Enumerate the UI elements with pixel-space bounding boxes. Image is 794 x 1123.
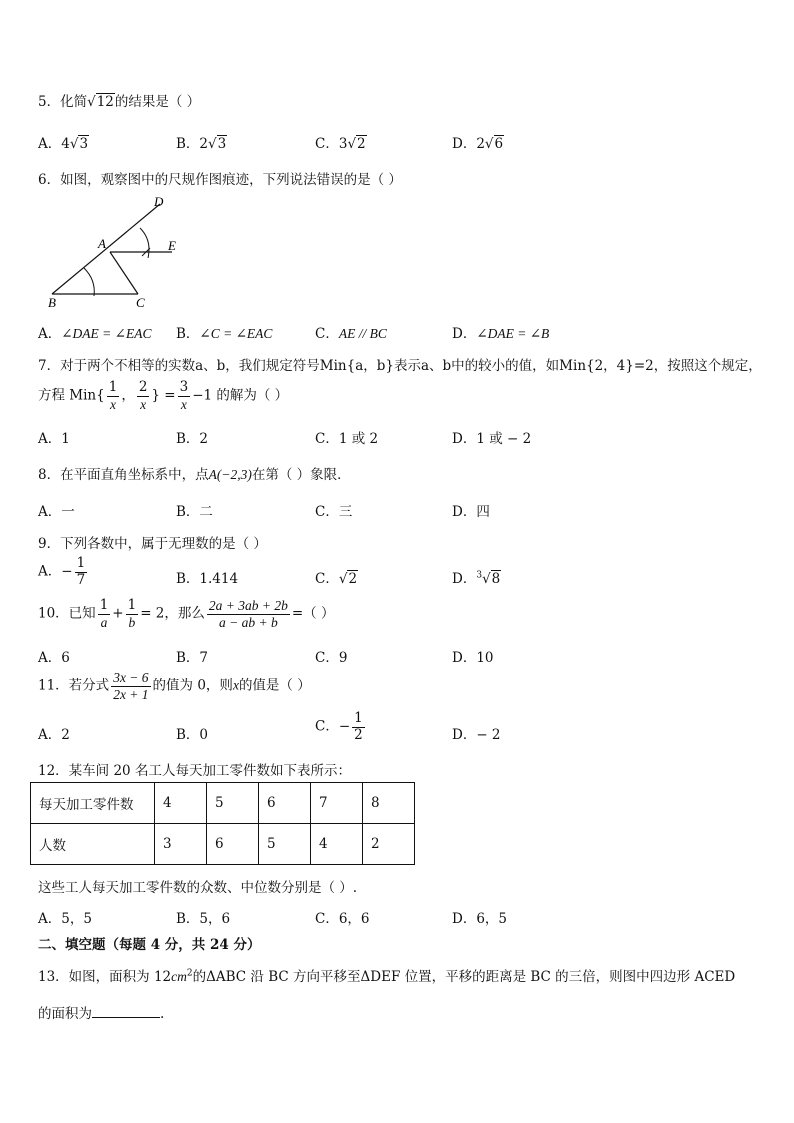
answer-blank[interactable] (92, 1005, 160, 1018)
label-d: D (154, 194, 164, 209)
arc-at-b (84, 268, 94, 296)
option-c: C．1 或 2 (315, 431, 379, 447)
question-6: 6．如图，观察图中的尺规作图痕迹，下列说法错误的是（ ） (38, 172, 402, 188)
sqrt-expression: √12 (87, 94, 114, 110)
table-cell: 3 (155, 824, 207, 865)
table-cell: 5 (259, 824, 311, 865)
fraction: $\frac{2}{x}$ (138, 379, 148, 412)
question-13-line-1: 13．如图，面积为 $12cm^2$的ΔABC 沿 BC 方向平移至ΔDEF 位置，平移的距离是 BC 的三倍，则图中四边形 ACED (38, 968, 736, 985)
option-c: C．√2 (315, 571, 358, 587)
option-b: B．2 (176, 431, 209, 447)
option-d: D．$^3$√8 (452, 570, 501, 587)
question-12-ask: 这些工人每天加工零件数的众数、中位数分别是（ ）. (38, 880, 358, 896)
question-7-line-1: 7．对于两个不相等的实数a、b，我们规定符号Min{a，b}表示a、b中的较小的值，如Min{2，4}=2，按照这个规定， (38, 358, 762, 374)
label-c: C (136, 295, 145, 310)
section-heading: 二、填空题（每题 4 分，共 24 分） (38, 937, 261, 953)
option-c: C．9 (315, 650, 348, 666)
label-b: B (48, 295, 56, 310)
table-cell: 2 (363, 824, 415, 865)
option-a: A．∠DAE = ∠EAC (38, 326, 152, 342)
question-10: 10．已知 $\frac{1}{a}$ + $\frac{1}{b}$ = 2，那么 $\frac{2a + 3ab + 2b}{a - ab + b}$ =（ ） (38, 597, 335, 630)
option-a: A．1 (38, 431, 70, 447)
ray-bd (52, 204, 160, 294)
option-b: B．1.414 (176, 571, 239, 587)
segment-ac (110, 252, 138, 294)
option-a: A．4√3 (38, 136, 89, 152)
table-cell: 7 (311, 783, 363, 824)
question-12: 12．某车间 20 名工人每天加工零件数如下表所示： (38, 763, 351, 779)
label-a: A (98, 236, 106, 251)
option-a: A．2 (38, 727, 70, 743)
table-cell: 6 (207, 824, 259, 865)
option-a: A．5，5 (38, 911, 92, 927)
question-text: 5．化简 (38, 94, 88, 110)
option-d: D．∠DAE = ∠B (452, 326, 550, 342)
fraction: $\frac{3}{x}$ (179, 379, 189, 412)
label-e: E (168, 238, 176, 253)
option-d: D．6，5 (452, 911, 508, 927)
geometry-figure (40, 192, 200, 312)
option-b: B．二 (176, 504, 213, 520)
option-c: C．三 (315, 504, 353, 520)
option-a: A．6 (38, 650, 70, 666)
question-8: 8．在平面直角坐标系中，点A(−2,3)在第（ ）象限． (38, 467, 351, 483)
question-7-line-2: 方程 Min{ $\frac{1}{x}$ ， $\frac{2}{x}$ } = $\frac{3}{x}$ −1 的解为（ ） (38, 379, 289, 412)
option-b: B．2√3 (176, 136, 227, 152)
option-a: A．一 (38, 504, 75, 520)
question-text: 的结果是（ ） (114, 94, 201, 110)
table-cell: 5 (207, 783, 259, 824)
table-cell: 4 (155, 783, 207, 824)
option-b: B．∠C = ∠EAC (176, 326, 273, 342)
option-d: D．2√6 (452, 136, 504, 152)
data-table (30, 782, 415, 865)
table-cell: 每天加工零件数 (31, 783, 155, 824)
question-9: 9．下列各数中，属于无理数的是（ ） (38, 536, 267, 552)
option-b: B．7 (176, 650, 209, 666)
option-d: D．− 2 (452, 727, 501, 743)
option-d: D．1 或 − 2 (452, 431, 532, 447)
option-c: C．3√2 (315, 136, 366, 152)
question-13-line-2: 的面积为 . (38, 1006, 165, 1022)
option-b: B．0 (176, 727, 209, 743)
point-a: A(−2,3) (208, 467, 252, 482)
option-d: D．10 (452, 650, 494, 666)
table-cell: 4 (311, 824, 363, 865)
option-c: C．AE // BC (315, 326, 387, 342)
fraction: $\frac{1}{x}$ (108, 379, 118, 412)
table-cell: 8 (363, 783, 415, 824)
table-row (31, 783, 415, 824)
table-cell: 6 (259, 783, 311, 824)
option-c: C．6，6 (315, 911, 370, 927)
option-d: D．四 (452, 504, 490, 520)
table-cell: 人数 (31, 824, 155, 865)
option-c: C．− $\frac{1}{2}$ (315, 710, 363, 743)
table-row (31, 824, 415, 865)
option-a: A．− $\frac{1}{7}$ (38, 555, 86, 588)
question-5 (38, 90, 200, 110)
option-b: B．5，6 (176, 911, 231, 927)
question-11: 11．若分式 $\frac{3x - 6}{2x + 1}$ 的值为 0，则x的值是（ ） (38, 670, 311, 702)
